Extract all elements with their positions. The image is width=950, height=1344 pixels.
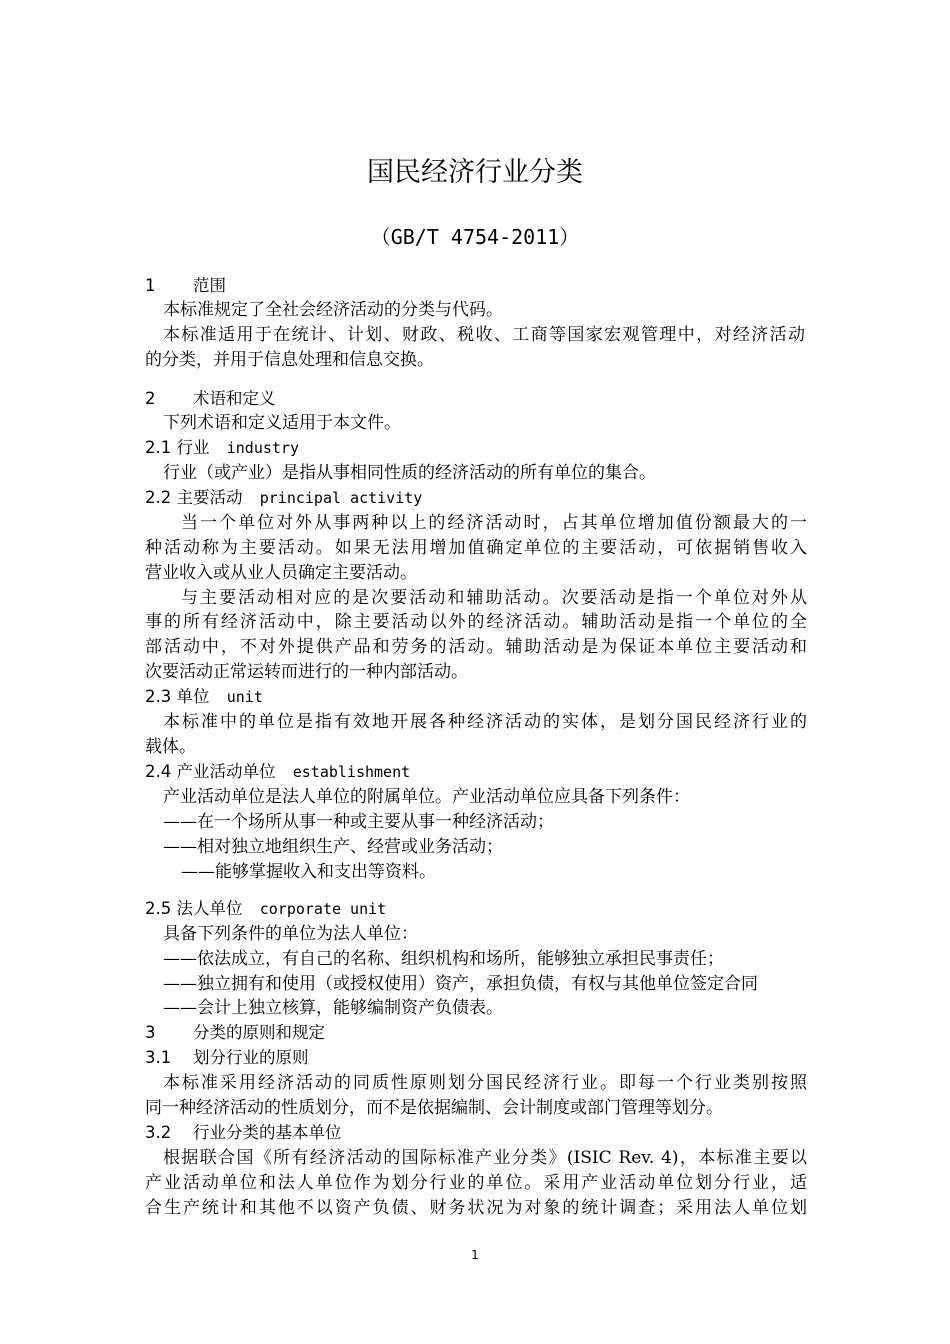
- term-cn: 行业: [176, 438, 210, 457]
- term-cn: 法人单位: [176, 899, 243, 918]
- paragraph: 同一种经济活动的性质划分，而不是依据编制、会计制度或部门管理等划分。: [145, 1098, 723, 1118]
- subsection-2-5-heading: [145, 897, 810, 921]
- subsection-title: 划分行业的原则: [193, 1048, 309, 1067]
- paragraph: 合生产统计和其他不以资产负债、财务状况为对象的统计调查；采用法人单位划: [145, 1198, 807, 1218]
- paragraph: 当一个单位对外从事两种以上的经济活动时，占其单位增加值份额最大的一: [181, 513, 807, 533]
- subsection-2-3-heading: [145, 685, 810, 709]
- paragraph: 本标准中的单位是指有效地开展各种经济活动的实体，是划分国民经济行业的: [163, 712, 807, 732]
- section-number: 1: [145, 276, 156, 295]
- paragraph: 的分类，并用于信息处理和信息交换。: [145, 350, 434, 370]
- list-item: ——在一个场所从事一种或主要从事一种经济活动；: [163, 812, 554, 832]
- paragraph: 本标准规定了全社会经济活动的分类与代码。: [163, 300, 503, 320]
- subsection-number: 3.2: [145, 1123, 172, 1142]
- section-title: 术语和定义: [193, 389, 276, 408]
- subsection-3-2-heading: [145, 1121, 810, 1145]
- subsection-2-1-heading: [145, 436, 810, 460]
- term-cn: 产业活动单位: [176, 762, 276, 781]
- subsection-title: 行业分类的基本单位: [193, 1123, 342, 1142]
- subsection-2-2-heading: [145, 486, 810, 510]
- section-2-heading: [145, 387, 810, 411]
- term-en: unit: [226, 688, 263, 706]
- term-cn: 单位: [176, 687, 210, 706]
- paragraph: 产业活动单位和法人单位作为划分行业的单位。采用产业活动单位划分行业，适: [145, 1173, 807, 1193]
- subsection-2-4-heading: [145, 760, 810, 784]
- term-cn: 主要活动: [176, 488, 243, 507]
- list-item: ——依法成立，有自己的名称、组织机构和场所，能够独立承担民事责任；: [163, 949, 724, 969]
- paragraph: 种活动称为主要活动。如果无法用增加值确定单位的主要活动，可依据销售收入: [145, 538, 807, 558]
- term-en: corporate unit: [259, 900, 387, 918]
- section-title: 范围: [193, 276, 226, 295]
- paragraph: 营业收入或从业人员确定主要活动。: [145, 563, 417, 583]
- paragraph: 下列术语和定义适用于本文件。: [163, 413, 401, 433]
- paragraph: 本标准适用于在统计、计划、财政、税收、工商等国家宏观管理中，对经济活动: [163, 325, 805, 345]
- subsection-number: 2.5: [145, 899, 172, 918]
- list-item: ——独立拥有和使用（或授权使用）资产，承担负债，有权与其他单位签定合同: [163, 974, 758, 994]
- paragraph: 本标准采用经济活动的同质性原则划分国民经济行业。即每一个行业类别按照: [163, 1073, 807, 1093]
- term-en: industry: [226, 439, 299, 457]
- paragraph: 与主要活动相对应的是次要活动和辅助活动。次要活动是指一个单位对外从: [181, 588, 807, 608]
- paragraph: 事的所有经济活动中，除主要活动以外的经济活动。辅助活动是指一个单位的全: [145, 612, 807, 632]
- subsection-3-1-heading: [145, 1046, 810, 1070]
- paragraph: 部活动中，不对外提供产品和劳务的活动。辅助活动是为保证本单位主要活动和: [145, 637, 807, 657]
- paragraph: 次要活动正常运转而进行的一种内部活动。: [145, 662, 468, 682]
- paragraph: 具备下列条件的单位为法人单位：: [163, 924, 418, 944]
- paragraph: 产业活动单位是法人单位的附属单位。产业活动单位应具备下列条件：: [163, 787, 690, 807]
- paragraph: 行业（或产业）是指从事相同性质的经济活动的所有单位的集合。: [163, 463, 656, 483]
- subsection-number: 2.1: [145, 438, 172, 457]
- list-item: ——能够掌握收入和支出等资料。: [181, 862, 436, 882]
- section-title: 分类的原则和规定: [193, 1023, 325, 1042]
- standard-code: （GB/T 4754-2011）: [370, 225, 580, 249]
- subsection-number: 2.4: [145, 762, 172, 781]
- term-en: establishment: [292, 763, 411, 781]
- page-number: 1: [471, 1248, 479, 1262]
- section-number: 2: [145, 389, 156, 408]
- section-number: 3: [145, 1023, 156, 1042]
- list-item: ——相对独立地组织生产、经营或业务活动；: [163, 837, 503, 857]
- paragraph: 根据联合国《所有经济活动的国际标准产业分类》(ISIC Rev. 4)，本标准主要以: [163, 1148, 807, 1168]
- subsection-number: 2.2: [145, 488, 172, 507]
- list-item: ——会计上独立核算，能够编制资产负债表。: [163, 998, 503, 1018]
- term-en: principal activity: [259, 489, 423, 507]
- section-1-heading: [145, 274, 810, 298]
- section-3-heading: [145, 1021, 810, 1045]
- document-title: 国民经济行业分类: [367, 157, 583, 188]
- subsection-number: 2.3: [145, 687, 172, 706]
- subsection-number: 3.1: [145, 1048, 172, 1067]
- paragraph: 载体。: [145, 737, 196, 757]
